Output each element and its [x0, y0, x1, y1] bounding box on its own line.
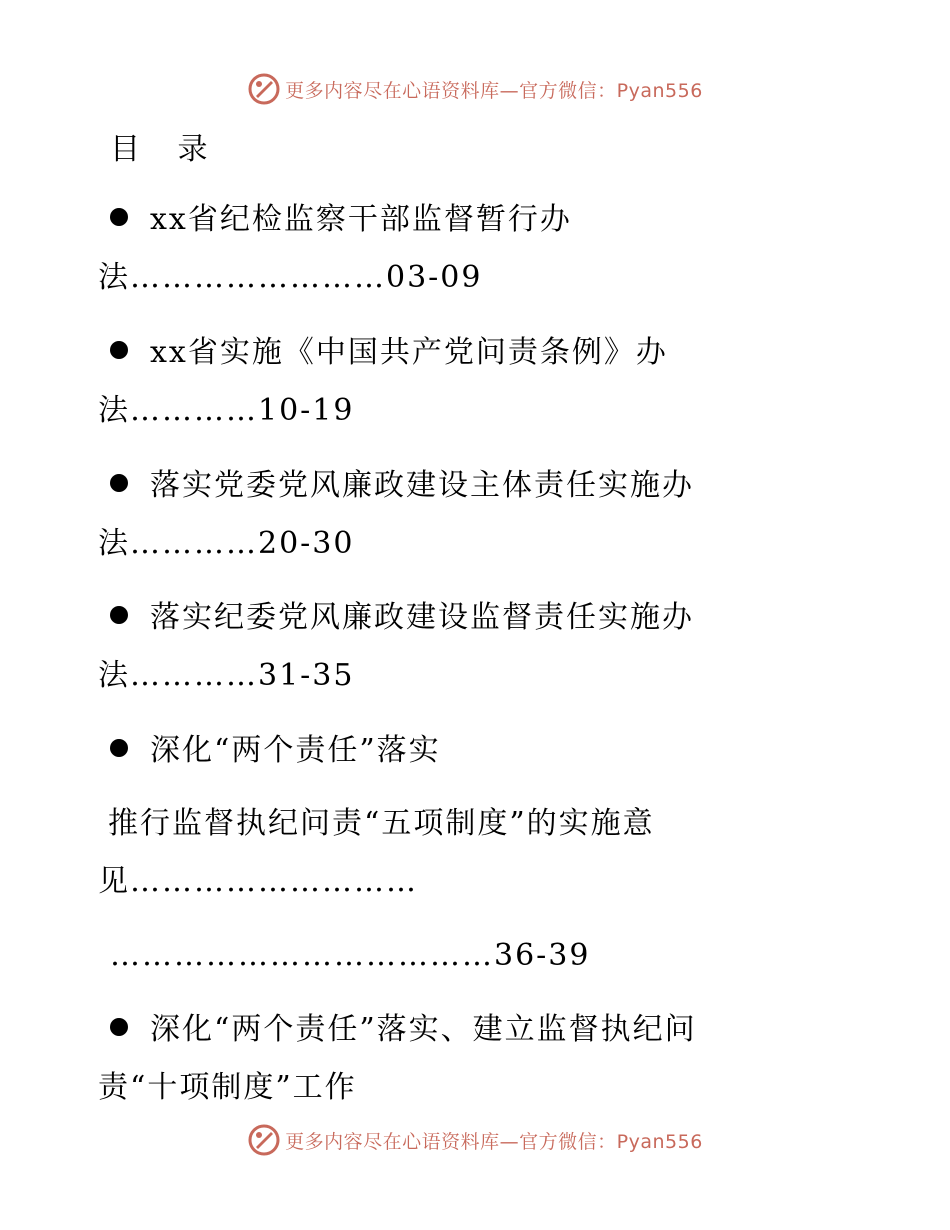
bullet-icon	[110, 474, 128, 492]
toc-entry-2-page: 法…………10-19	[98, 393, 355, 428]
watermark-text: 更多内容尽在心语资料库—官方微信：Pyan556	[285, 1130, 703, 1153]
bullet-icon	[110, 739, 128, 757]
toc-entry-5-line-3: 见………………………	[98, 864, 418, 899]
toc-entry-text: 深化“两个责任”落实	[150, 733, 441, 768]
toc-entry-1-page: 法……………………03-09	[98, 260, 483, 295]
toc-title: 目 录	[110, 132, 222, 167]
toc-entry-text: xx省实施《中国共产党问责条例》办	[150, 335, 668, 370]
toc-entry-text: 深化“两个责任”落实、建立监督执纪问	[150, 1012, 697, 1047]
bullet-icon	[110, 1018, 128, 1036]
toc-entry-1	[110, 200, 572, 240]
toc-entry-3	[110, 466, 694, 506]
toc-entry-5-page: ………………………………36-39	[110, 938, 591, 973]
toc-entry-3-page: 法…………20-30	[98, 526, 355, 561]
toc-entry-5	[110, 731, 441, 771]
toc-entry-6-line-2: 责“十项制度”工作	[98, 1070, 357, 1105]
watermark-text: 更多内容尽在心语资料库—官方微信：Pyan556	[285, 79, 703, 102]
logo-icon	[247, 1123, 281, 1157]
watermark-footer	[0, 1123, 950, 1157]
logo-icon	[247, 72, 281, 106]
toc-entry-6	[110, 1010, 697, 1050]
bullet-icon	[110, 208, 128, 226]
toc-entry-text: 落实纪委党风廉政建设监督责任实施办	[150, 600, 694, 635]
toc-entry-text: xx省纪检监察干部监督暂行办	[150, 202, 572, 237]
toc-entry-4-page: 法…………31-35	[98, 658, 355, 693]
bullet-icon	[110, 606, 128, 624]
toc-entry-4	[110, 598, 694, 638]
toc-entry-2	[110, 333, 668, 373]
watermark-header	[0, 72, 950, 106]
bullet-icon	[110, 341, 128, 359]
toc-entry-5-line-2: 推行监督执纪问责“五项制度”的实施意	[108, 806, 655, 841]
toc-entry-text: 落实党委党风廉政建设主体责任实施办	[150, 468, 694, 503]
